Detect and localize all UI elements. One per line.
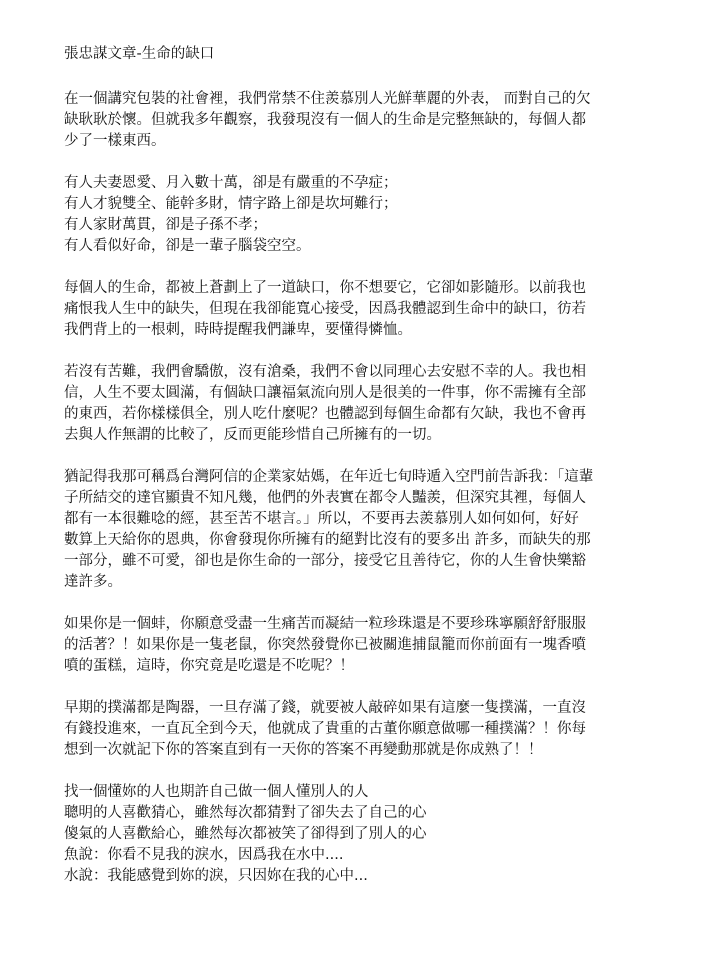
paragraph-2 <box>64 173 664 257</box>
text-line: 有人夫妻恩愛、月入數十萬，卻是有嚴重的不孕症； <box>64 175 398 191</box>
text-line: 的東西，若你樣樣俱全，別人吃什麼呢？也體認到每個生命都有欠缺，我也不會再 <box>64 406 586 422</box>
text-line: 數算上天給你的恩典，你會發現你所擁有的絕對比沒有的要多出 許多，而缺失的那 <box>64 532 591 548</box>
text-line: 找一個懂妳的人也期許自己做一個人懂別人的人 <box>64 784 369 800</box>
text-line: 在一個講究包裝的社會裡，我們常禁不住羨慕別人光鮮華麗的外表， 而對自己的欠 <box>64 91 591 107</box>
text-line: 信，人生不要太圓滿，有個缺口讓福氣流向別人是很美的一件事，你不需擁有全部 <box>64 385 586 401</box>
paragraph-3 <box>64 278 664 341</box>
paragraph-4 <box>64 362 664 446</box>
text-line: 少了一樣東西。 <box>64 133 166 149</box>
text-line: 我們背上的一根刺，時時提醒我們謙卑，要懂得憐恤。 <box>64 322 412 338</box>
text-line: 缺耿耿於懷。但就我多年觀察，我發現沒有一個人的生命是完整無缺的，每個人都 <box>64 112 586 128</box>
text-line: 有人看似好命，卻是一輩子腦袋空空。 <box>64 238 311 254</box>
text-line: 噴的蛋糕，這時，你究竟是吃還是不吃呢？！ <box>64 658 354 674</box>
text-line: 痛恨我人生中的缺失，但現在我卻能寬心接受，因爲我體認到生命中的缺口，彷若 <box>64 301 586 317</box>
text-line: 去與人作無謂的比較了，反而更能珍惜自己所擁有的一切。 <box>64 427 441 443</box>
paragraph-5 <box>64 467 664 593</box>
text-line: 有人才貌雙全、能幹多財，情字路上卻是坎坷難行； <box>64 196 398 212</box>
paragraph-6 <box>64 614 664 677</box>
paragraph-1 <box>64 89 664 152</box>
text-line: 有人家財萬貫，卻是子孫不孝； <box>64 217 267 233</box>
text-line: 若沒有苦難，我們會驕傲，沒有滄桑，我們不會以同理心去安慰不幸的人。我也相 <box>64 364 586 380</box>
paragraph-7 <box>64 698 664 761</box>
text-line: 水說：我能感覺到妳的淚，只因妳在我的心中... <box>64 868 368 884</box>
text-line: 猶記得我那可稱爲台灣阿信的企業家姑媽，在年近七旬時遁入空門前告訴我：「這輩 <box>64 469 594 485</box>
text-line: 達許多。 <box>64 574 122 590</box>
text-line: 想到一次就記下你的答案直到有一天你的答案不再變動那就是你成熟了！！ <box>64 742 543 758</box>
paragraph-8 <box>64 782 664 887</box>
document-title: 張忠謀文章-生命的缺口 <box>64 46 215 62</box>
text-line: 聰明的人喜歡猜心，雖然每次都猜對了卻失去了自己的心 <box>64 805 427 821</box>
text-line: 早期的撲滿都是陶器，一旦存滿了錢，就要被人敲碎如果有這麼一隻撲滿，一直沒 <box>64 700 586 716</box>
text-line: 的活著？！如果你是一隻老鼠，你突然發覺你已被關進捕鼠籠而你前面有一塊香噴 <box>64 637 586 653</box>
text-line: 魚說：你看不見我的淚水，因爲我在水中.... <box>64 847 344 863</box>
text-line: 子所結交的達官顯貴不知凡幾，他們的外表實在都令人豔羨，但深究其裡，每個人 <box>64 490 586 506</box>
text-line: 傻氣的人喜歡給心，雖然每次都被笑了卻得到了別人的心 <box>64 826 427 842</box>
text-line: 每個人的生命，都被上蒼劃上了一道缺口，你不想要它，它卻如影隨形。以前我也 <box>64 280 586 296</box>
text-line: 一部分，雖不可愛，卻也是你生命的一部分，接受它且善待它，你的人生會快樂豁 <box>64 553 586 569</box>
text-line: 如果你是一個蚌，你願意受盡一生痛苦而凝結一粒珍珠還是不要珍珠寧願舒舒服服 <box>64 616 586 632</box>
text-line: 都有一本很難唸的經，甚至苦不堪言。」所以，不要再去羨慕別人如何如何，好好 <box>64 511 579 527</box>
text-line: 有錢投進來，一直瓦全到今天，他就成了貴重的古董你願意做哪一種撲滿？！你每 <box>64 721 586 737</box>
document <box>64 44 664 908</box>
